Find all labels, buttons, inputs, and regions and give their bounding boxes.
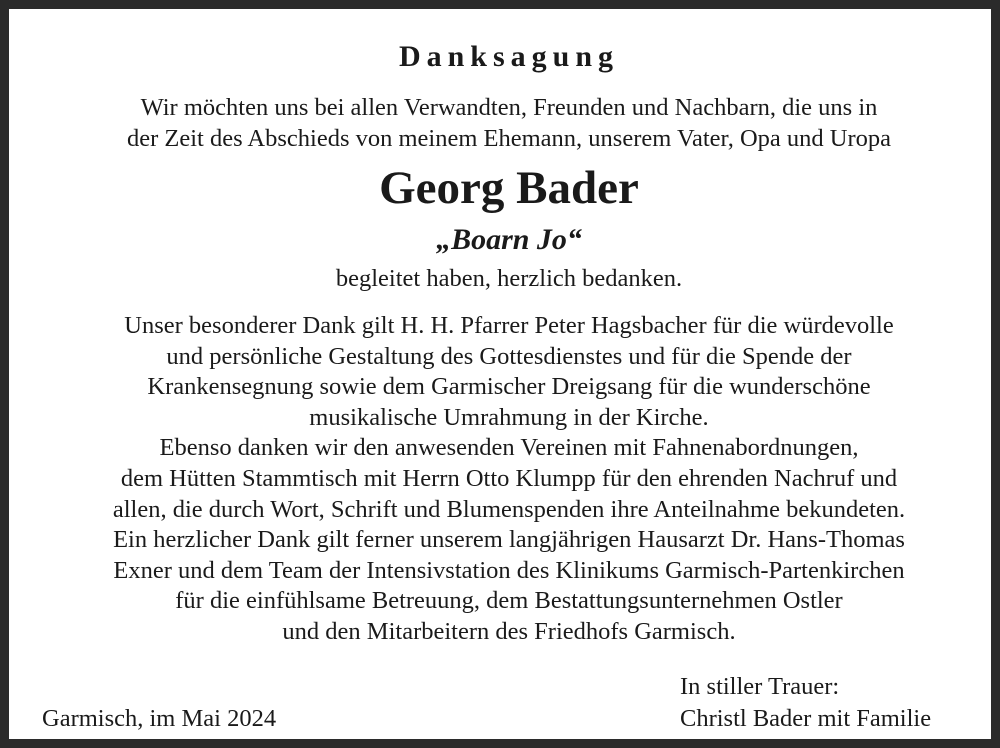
body-line: Unser besonderer Dank gilt H. H. Pfarrer Peter Hagsbacher für die würdevolle [124, 312, 894, 339]
intro-line: Wir möchten uns bei allen Verwandten, Freunden und Nachbarn, die uns in [140, 94, 878, 121]
body-line: Ebenso danken wir den anwesenden Vereinen mit Fahnenabordnungen, [159, 434, 859, 462]
intro-line: der Zeit des Abschieds von meinem Ehemann, unserem Vater, Opa und Uropa [127, 125, 891, 152]
body-line: musikalische Umrahmung in der Kirche. [309, 403, 709, 431]
body-line: Ein herzlicher Dank gilt ferner unserem langjährigen Hausarzt Dr. Hans-Thomas [113, 526, 905, 554]
notice-title: Danksagung [398, 40, 620, 73]
body-line: allen, die durch Wort, Schrift und Blumenspenden ihre Anteilnahme bekundeten. [112, 495, 906, 523]
mourning-label: In stiller Trauer: [680, 673, 840, 700]
body-line: Exner und dem Team der Intensivstation des Klinikums Garmisch-Partenkirchen [113, 556, 905, 584]
thanks-body [9, 311, 1000, 648]
deceased-nickname: „Boarn Jo“ [436, 223, 582, 256]
intro-text [9, 92, 1000, 154]
body-line: dem Hütten Stammtisch mit Herrn Otto Klumpp für den ehrenden Nachruf und [120, 464, 898, 492]
body-line: Krankensegnung sowie dem Garmischer Dreigsang für die wunderschöne [147, 373, 871, 401]
body-line: und den Mitarbeitern des Friedhofs Garmisch. [282, 617, 736, 645]
body-line: und persönliche Gestaltung des Gottesdienstes und für die Spende der [166, 342, 852, 370]
body-line: für die einfühlsame Betreuung, dem Bestattungsunternehmen Ostler [175, 587, 843, 615]
deceased-name: Georg Bader [379, 162, 639, 214]
place-date: Garmisch, im Mai 2024 [42, 705, 277, 732]
family-signature: Christl Bader mit Familie [680, 705, 932, 732]
accompanied-line: begleitet haben, herzlich bedanken. [335, 265, 683, 292]
